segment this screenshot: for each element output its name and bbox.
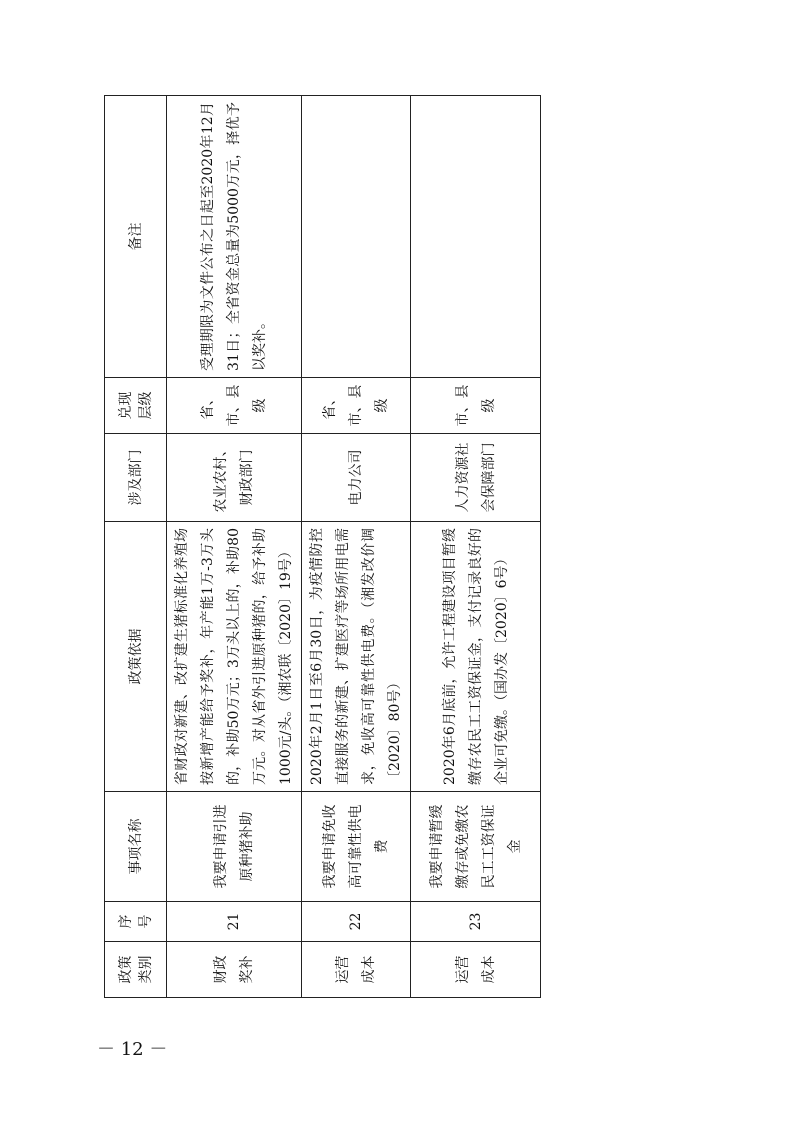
row-index: 23	[411, 902, 541, 942]
row-level: 省、市、县级	[302, 378, 411, 434]
row-basis: 2020年2月1日至6月30日，为疫情防控直接服务的新建、扩建医疗等场所用电需求，免收高可靠性供电费。（湘发改价调〔2020〕80号）	[302, 522, 411, 792]
table-row	[167, 96, 302, 998]
row-category: 运营 成本	[302, 942, 411, 998]
header-item: 事项名称	[105, 792, 167, 902]
table-row	[411, 96, 541, 998]
row-department: 人力资源社会保障部门	[411, 434, 541, 522]
row-category: 财政 奖补	[167, 942, 302, 998]
row-level: 省、市、县级	[167, 378, 302, 434]
policy-table	[104, 95, 541, 998]
row-item: 我要申请引进原种猪补助	[167, 792, 302, 902]
row-item: 我要申请免收高可靠性供电费	[302, 792, 411, 902]
row-department: 电力公司	[302, 434, 411, 522]
header-category: 政策 类别	[105, 942, 167, 998]
header-index: 序 号	[105, 902, 167, 942]
row-remarks	[302, 96, 411, 378]
row-basis: 2020年6月底前，允许工程建设项目暂缓缴存农民工工资保证金，支付记录良好的企业可免缴。（国办发〔2020〕6号）	[411, 522, 541, 792]
row-index: 21	[167, 902, 302, 942]
header-remarks: 备注	[105, 96, 167, 378]
row-department: 农业农村、财政部门	[167, 434, 302, 522]
row-item: 我要申请暂缓缴存或免缴农民工工资保证金	[411, 792, 541, 902]
row-remarks: 受理期限为文件公布之日起至2020年12月31日；全省资金总量为5000万元，择优予以奖补。	[167, 96, 302, 378]
table-row	[302, 96, 411, 998]
header-level: 兑现 层级	[105, 378, 167, 434]
row-category: 运营 成本	[411, 942, 541, 998]
header-department: 涉及部门	[105, 434, 167, 522]
row-remarks	[411, 96, 541, 378]
page-number: － 12 －	[97, 1039, 168, 1060]
table-header-row	[105, 96, 167, 998]
header-basis: 政策依据	[105, 522, 167, 792]
row-level: 市、县级	[411, 378, 541, 434]
row-basis: 省财政对新建、改扩建生猪标准化养殖场按新增产能给予奖补，年产能1万-3万头的，补助50万元；3万头以上的，补助80万元。对从省外引进原种猪的，给予补助1000元/头。（湘农联〔2020〕19号）	[167, 522, 302, 792]
row-index: 22	[302, 902, 411, 942]
